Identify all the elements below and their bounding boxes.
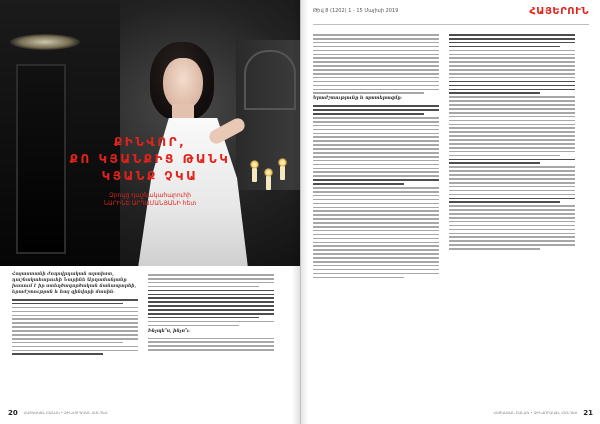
byline-line-2: ՆԱՐԻՆԵ ԱՐՂԱՄԱՆՅԱՆԻ հետ [103,200,197,207]
right-page-header [313,6,589,28]
title-line-3: ԿՅԱՆՔ ՉԿԱ [101,169,199,183]
article-title [0,134,300,185]
right-footer [309,408,593,418]
byline [0,192,300,208]
issue-info: Թիվ 8 (1202) 1 - 15 Մայիսի 2019 [313,8,399,14]
section-title: ՀԱՅԵՐՈՒՆ [529,6,589,17]
left-page-columns [12,272,274,357]
right-column-1 [313,32,439,280]
page-number-right: 21 [583,409,593,417]
left-footer [8,408,292,418]
left-column-1 [12,272,138,357]
footer-text-right: ՀԱՅԿԱԿԱՆ ԲԱՆԱԿ • ԶԻՆՎՈՐԱԿԱՆ ՀԱՆԴԵՍ [493,411,578,415]
title-line-1: ՔԻՆՎՈՐ, [113,135,187,149]
page-number-left: 20 [8,409,18,417]
right-page [300,0,600,424]
portrait-photo [0,0,300,266]
byline-line-1: Զրույց դաշնակահարուհի [109,192,191,199]
title-line-2: ՔՈ ԿՅԱՆՔԻՑ ԹԱՆԿ [69,152,231,166]
left-column-2 [148,272,274,357]
right-column-2 [449,32,575,280]
right-page-columns [313,32,575,280]
question-2: Երաժշտությունը և պատերազմը։ [313,96,403,102]
footer-text-left: ՀԱՅԿԱԿԱՆ ԲԱՆԱԿ • ԶԻՆՎՈՐԱԿԱՆ ՀԱՆԴԵՍ [23,411,108,415]
article-intro: Հայաստանի ժողովրդական արտիստ, դաշնակահարուհի Նարինե Արղամանյանը խոսում է իր ստեղծագործական ճանապարհի, երաժշտության և հայ զինվորի մասին։ [12,272,137,295]
question-1: Ինչպե՞ս, ինչո՞ւ։ [148,328,191,334]
